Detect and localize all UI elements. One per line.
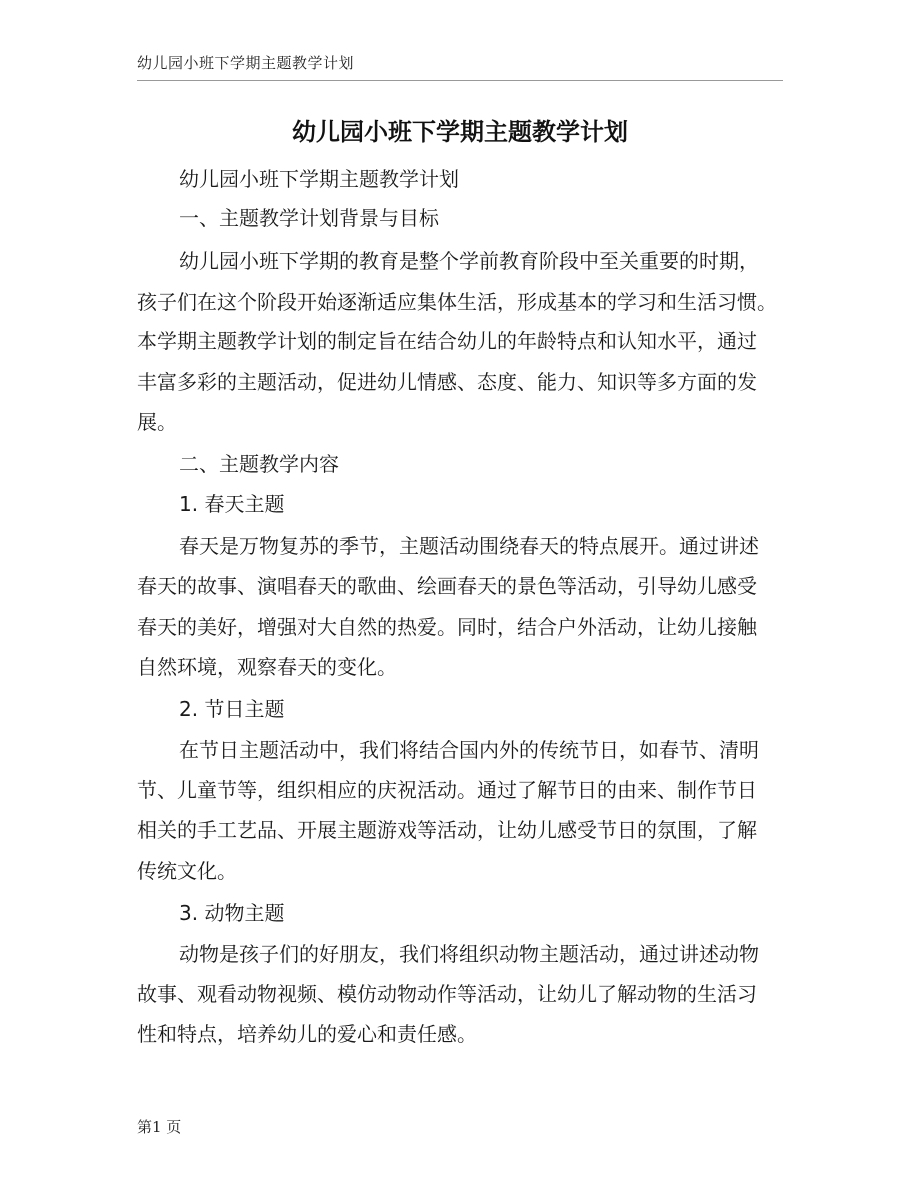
paragraph-line: 本学期主题教学计划的制定旨在结合幼儿的年龄特点和认知水平，通过 — [137, 329, 757, 353]
paragraph-line: 传统文化。 — [137, 859, 237, 883]
paragraph-line: 故事、观看动物视频、模仿动物动作等活动，让幼儿了解动物的生活习 — [137, 982, 757, 1006]
paragraph-line: 动物是孩子们的好朋友，我们将组织动物主题活动，通过讲述动物 — [179, 942, 759, 966]
paragraph-line: 在节日主题活动中，我们将结合国内外的传统节日，如春节、清明 — [179, 738, 759, 762]
paragraph-line: 孩子们在这个阶段开始逐渐适应集体生活，形成基本的学习和生活习惯。 — [137, 290, 777, 314]
paragraph-line: 春天的故事、演唱春天的歌曲、绘画春天的景色等活动，引导幼儿感受 — [137, 574, 757, 598]
paragraph-line: 幼儿园小班下学期的教育是整个学前教育阶段中至关重要的时期， — [179, 249, 759, 273]
subsection-heading: 3. 动物主题 — [179, 901, 285, 925]
page-header: 幼儿园小班下学期主题教学计划 — [137, 54, 355, 72]
paragraph-line: 春天是万物复苏的季节，主题活动围绕春天的特点展开。通过讲述 — [179, 534, 759, 558]
paragraph-line: 自然环境，观察春天的变化。 — [137, 655, 397, 679]
subsection-heading: 2. 节日主题 — [179, 697, 285, 721]
paragraph-line: 性和特点，培养幼儿的爱心和责任感。 — [137, 1022, 477, 1046]
paragraph-line: 春天的美好，增强对大自然的热爱。同时，结合户外活动，让幼儿接触 — [137, 615, 757, 639]
header-divider — [137, 80, 783, 81]
paragraph-line: 幼儿园小班下学期主题教学计划 — [179, 167, 459, 191]
section-heading: 一、主题教学计划背景与目标 — [179, 206, 439, 230]
subsection-heading: 1. 春天主题 — [179, 492, 285, 516]
section-heading: 二、主题教学内容 — [179, 452, 339, 476]
page-number: 第1 页 — [137, 1118, 182, 1136]
paragraph-line: 相关的手工艺品、开展主题游戏等活动，让幼儿感受节日的氛围，了解 — [137, 818, 757, 842]
document-title: 幼儿园小班下学期主题教学计划 — [292, 118, 628, 146]
paragraph-line: 节、儿童节等，组织相应的庆祝活动。通过了解节日的由来、制作节日 — [137, 778, 757, 802]
paragraph-line: 丰富多彩的主题活动，促进幼儿情感、态度、能力、知识等多方面的发 — [137, 370, 757, 394]
paragraph-line: 展。 — [137, 410, 177, 434]
